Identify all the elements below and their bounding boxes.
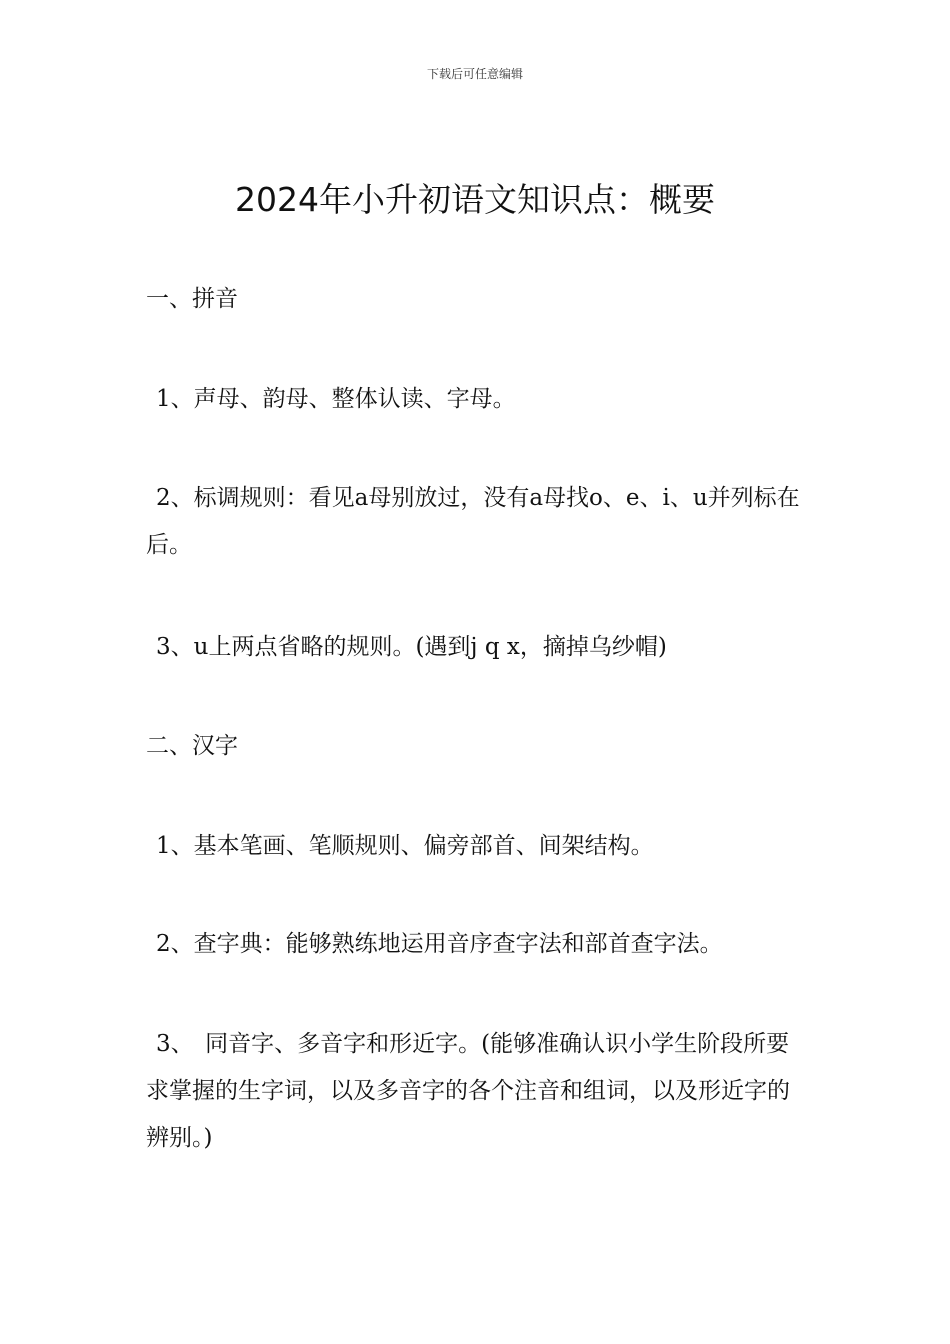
hanzi-item-3: 3、 同音字、多音字和形近字。(能够准确认识小学生阶段所要求掌握的生字词，以及多音字的各个注音和组词，以及形近字的辨别。) [146,1031,790,1151]
hanzi-item-1: 1、基本笔画、笔顺规则、偏旁部首、间架结构。 [156,833,654,859]
pinyin-item-2: 2、标调规则：看见a母别放过，没有a母找o、e、i、u并列标在后。 [146,485,800,558]
page-header: 下载后可任意编辑 [426,67,523,81]
section-heading-hanzi: 二、汉字 [146,733,238,759]
document-title: 2024年小升初语文知识点：概要 [235,180,715,219]
pinyin-item-3: 3、u上两点省略的规则。(遇到j q x，摘掉乌纱帽) [156,634,667,660]
hanzi-item-2: 2、查字典：能够熟练地运用音序查字法和部首查字法。 [156,931,723,957]
pinyin-item-1: 1、声母、韵母、整体认读、字母。 [156,386,516,412]
section-heading-pinyin: 一、拼音 [146,286,238,312]
